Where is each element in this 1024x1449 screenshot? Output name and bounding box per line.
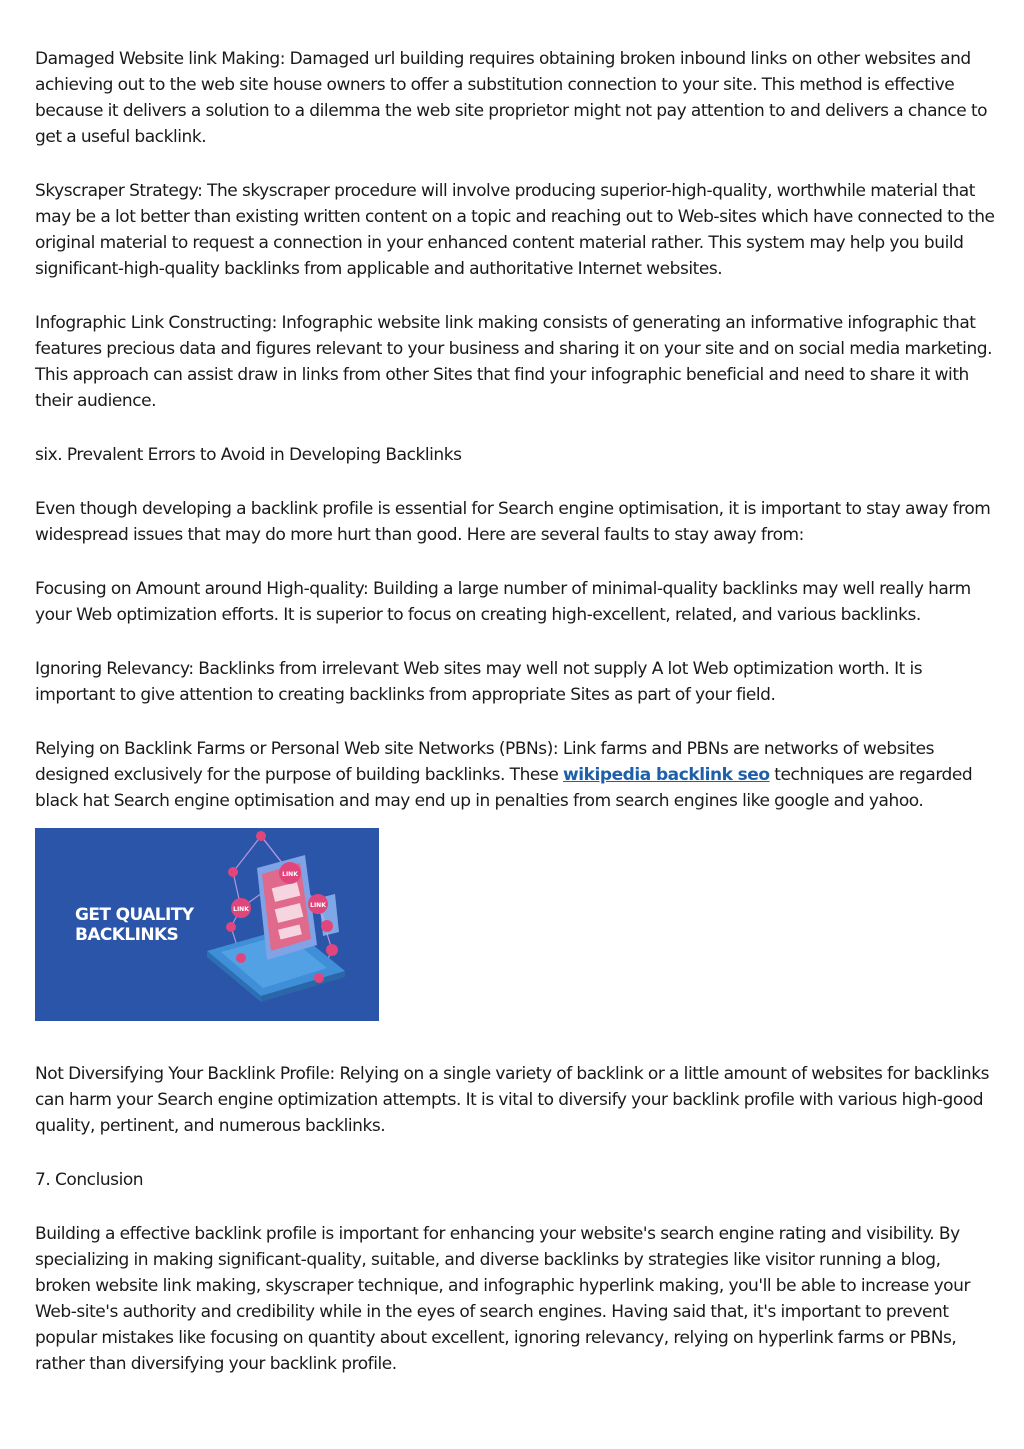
banner-headline bbox=[75, 905, 193, 945]
paragraph-skyscraper-strategy: Skyscraper Strategy: The skyscraper procedure will involve producing superior-high-quality, worthwhile material that may be a lot better than existing written content on a topic and reaching out to Web-sites which have connected to the original material to request a connection in your enhanced content material rather. This system may help you build significant-high-quality backlinks from applicable and authoritative Internet websites. bbox=[35, 181, 995, 279]
paragraph-errors-intro: Even though developing a backlink profile is essential for Search engine optimisation, it is important to stay away from widespread issues that may do more hurt than good. Here are several faults to stay away from: bbox=[35, 499, 991, 545]
link-bubble-label: LINK bbox=[233, 906, 249, 913]
paragraph-text: techniques are regarded black hat Search engine optimisation and may end up in penalties from search engines like google and yahoo. bbox=[35, 765, 973, 811]
banner-headline-line1: GET QUALITY bbox=[75, 905, 194, 925]
paragraph-infographic-link-building: Infographic Link Constructing: Infographic website link making consists of generating an informative infographic that features precious data and figures relevant to your business and sharing it on your site and on social media marketing. This approach can assist draw in links from other Sites that find your infographic beneficial and need to share it with their audience. bbox=[35, 313, 993, 411]
paragraph-link-farms-pbns bbox=[35, 736, 995, 814]
section-heading-conclusion: 7. Conclusion bbox=[35, 1170, 144, 1190]
paragraph-broken-link-building: Damaged Website link Making: Damaged url building requires obtaining broken inbound links on other websites and achieving out to the web site house owners to offer a substitution connection to your site. This method is effective because it delivers a solution to a dilemma the web site proprietor might not pay attention to and delivers a chance to get a useful backlink. bbox=[35, 49, 988, 147]
document-body bbox=[35, 46, 995, 1405]
paragraph-text: Relying on Backlink Farms or Personal Web site Networks (PBNs): Link farms and PBNs are networks of websites designed exclusively for the purpose of building backlinks. These bbox=[35, 739, 935, 785]
banner-headline-line2: BACKLINKS bbox=[75, 925, 179, 945]
wikipedia-backlink-seo-link[interactable]: wikipedia backlink seo bbox=[563, 765, 770, 785]
link-bubble-label: LINK bbox=[282, 871, 298, 878]
get-quality-backlinks-image bbox=[35, 828, 379, 1021]
link-bubble-label: LINK bbox=[310, 902, 326, 909]
section-heading-common-errors: six. Prevalent Errors to Avoid in Developing Backlinks bbox=[35, 445, 462, 465]
paragraph-ignoring-relevancy: Ignoring Relevancy: Backlinks from irrelevant Web sites may well not supply A lot Web optimization worth. It is important to give attention to creating backlinks from appropriate Sites as part of your field. bbox=[35, 659, 923, 705]
paragraph-conclusion: Building a effective backlink profile is important for enhancing your website's search engine rating and visibility. By specializing in making significant-quality, suitable, and diverse backlinks by strategies like visitor running a blog, broken website link making, skyscraper technique, and infographic hyperlink making, you'll be able to increase your Web-site's authority and credibility while in the eyes of search engines. Having said that, it's important to prevent popular mistakes like focusing on quantity about excellent, ignoring relevancy, relying on hyperlink farms or PBNs, rather than diversifying your backlink profile. bbox=[35, 1224, 970, 1374]
paragraph-quantity-over-quality: Focusing on Amount around High-quality: Building a large number of minimal-quality backlinks may well really harm your Web optimization efforts. It is superior to focus on creating high-excellent, related, and various backlinks. bbox=[35, 579, 971, 625]
paragraph-not-diversifying: Not Diversifying Your Backlink Profile: Relying on a single variety of backlink or a little amount of websites for backlinks can harm your Search engine optimization attempts. It is vital to diversify your backlink profile with various high-good quality, pertinent, and numerous backlinks. bbox=[35, 1064, 989, 1136]
